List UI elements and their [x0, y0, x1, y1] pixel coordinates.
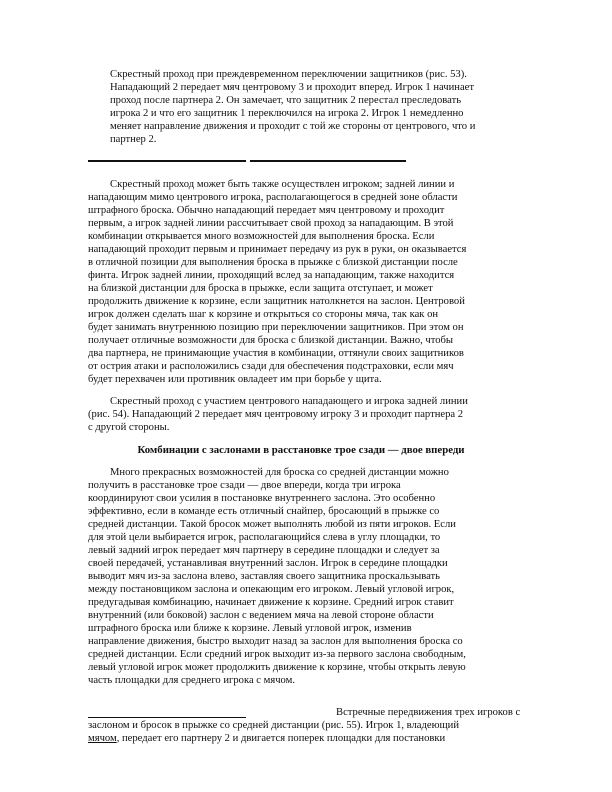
text-line: нападающий проходит первым и принимает передачу из рук в руки, он оказывается: [88, 244, 467, 255]
text-line: будет перехвачен или противник овладеет им при борьбе у щита.: [88, 374, 382, 385]
text-fragment: , передает его партнеру 2 и двигается поперек площадки для постановки: [116, 733, 446, 744]
text-line: левый задний игрок передает мяч партнеру в середине площадки и следует за: [88, 545, 440, 556]
divider-line-right: [250, 160, 406, 162]
paragraph-screen-combinations: [88, 466, 514, 687]
text-line: Скрестный проход может быть также осуществлен игроком; задней линии и: [110, 179, 455, 190]
text-line: два партнера, не принимающие участия в комбинации, оттянули своих защитников: [88, 348, 464, 359]
text-line: продолжить движение к корзине, если защитник натолкнется на заслон. Центровой: [88, 296, 465, 307]
text-line: будет занимать внутреннюю позицию при переключении защитников. При этом он: [88, 322, 464, 333]
paragraph-cross-pass-center: [88, 395, 514, 434]
text-line: Скрестный проход с участием центрового нападающего и игрока задней линии: [110, 396, 468, 407]
text-line: первым, а игрок задней линии рассчитывает свой проход за нападающим. В этой: [88, 218, 454, 229]
text-line: средней дистанции. Если средний игрок выходит из-за первого заслона свободным,: [88, 649, 466, 660]
section-heading: Комбинации с заслонами в расстановке трое сзади — двое впереди: [137, 444, 465, 456]
text-line: получает отличные возможности для броска с близкой дистанции. Важно, чтобы: [88, 335, 454, 346]
text-line: на близкой дистанции для броска в прыжке, если защита отступает, и может: [88, 283, 433, 294]
text-line: Встречные передвижения трех игроков с: [336, 707, 521, 718]
text-line: партнер 2.: [110, 134, 157, 145]
text-line: выводит мяч из-за заслона влево, заставляя своего защитника проскальзывать: [88, 571, 440, 582]
text-line: средней дистанции. Такой бросок может выполнять любой из пяти игроков. Если: [88, 519, 456, 530]
text-line: игрока 2 и что его защитник 1 переключился на игрока 2. Игрок 1 немедленно: [110, 108, 464, 119]
text-line: [88, 732, 514, 745]
text-line: координируют свои усилия в постановке внутреннего заслона. Это особенно: [88, 493, 436, 504]
divider-line-left: [88, 160, 246, 162]
text-line: между постановщиком заслона и опекающим его игроком. Левый угловой игрок,: [88, 584, 455, 595]
text-line: меняет направление движения и проходит с той же стороны от центрового, что и: [110, 121, 476, 132]
text-line: игрок должен сделать шаг к корзине и открыться со стороны мяча, так как он: [88, 309, 439, 320]
paragraph-cross-pass-early-switch: [88, 68, 514, 146]
text-line: в отличной позиции для выполнения броска в прыжке с близкой дистанции после: [88, 257, 458, 268]
underlined-word: мячом: [88, 733, 117, 744]
text-line: финта. Игрок задней линии, проходящий вслед за нападающим, также находится: [88, 270, 455, 281]
text-line: часть площадки для среднего игрока с мячом.: [88, 675, 296, 686]
text-line: штрафного броска. Обычно нападающий передает мяч центровому и проходит: [88, 205, 445, 216]
text-line: проход после партнера 2. Он замечает, что защитник 2 перестал преследовать: [110, 95, 462, 106]
text-line: заслоном и бросок в прыжке со средней дистанции (рис. 55). Игрок 1, владеющий: [88, 720, 460, 731]
text-line: Много прекрасных возможностей для броска со средней дистанции можно: [110, 467, 449, 478]
text-line: эффективно, если в команде есть отличный снайпер, бросающий в прыжке со: [88, 506, 440, 517]
text-line: (рис. 54). Нападающий 2 передает мяч центровому игроку 3 и проходит партнера 2: [88, 409, 464, 420]
text-line: внутренний (или боковой) заслон с ведением мяча на левой стороне области: [88, 610, 434, 621]
text-line: предугадывая комбинацию, начинает движение к корзине. Средний игрок ставит: [88, 597, 454, 608]
text-line: получить в расстановке трое сзади — двое впереди, когда три игрока: [88, 480, 401, 491]
paragraph-cross-pass-backcourt: [88, 178, 514, 386]
text-line: своей передачей, устанавливая внутренний заслон. Игрок в середине площадки: [88, 558, 448, 569]
text-line: для этой цели выбирается игрок, располагающийся слева в углу площадки, то: [88, 532, 441, 543]
text-line: от острия атаки и расположились сзади для обеспечения подстраховки, если мяч: [88, 361, 454, 372]
text-line: нападающим мимо центрового игрока, располагающегося в средней зоне области: [88, 192, 458, 203]
text-line: Скрестный проход при преждевременном переключении защитников (рис. 53).: [110, 69, 467, 80]
text-line: с другой стороны.: [88, 422, 170, 433]
paragraph-three-player-moves: [88, 706, 521, 745]
text-line: комбинации открывается много возможностей для выполнения броска. Если: [88, 231, 435, 242]
text-line: штрафного броска или ближе к корзине. Левый угловой игрок, изменив: [88, 623, 412, 634]
text-line: направление движения, быстро выходит назад за заслон для выполнения броска со: [88, 636, 463, 647]
text-line: левый угловой игрок может продолжить движение к корзине, чтобы открыть левую: [88, 662, 466, 673]
text-line: Нападающий 2 передает мяч центровому 3 и проходит вперед. Игрок 1 начинает: [110, 82, 474, 93]
